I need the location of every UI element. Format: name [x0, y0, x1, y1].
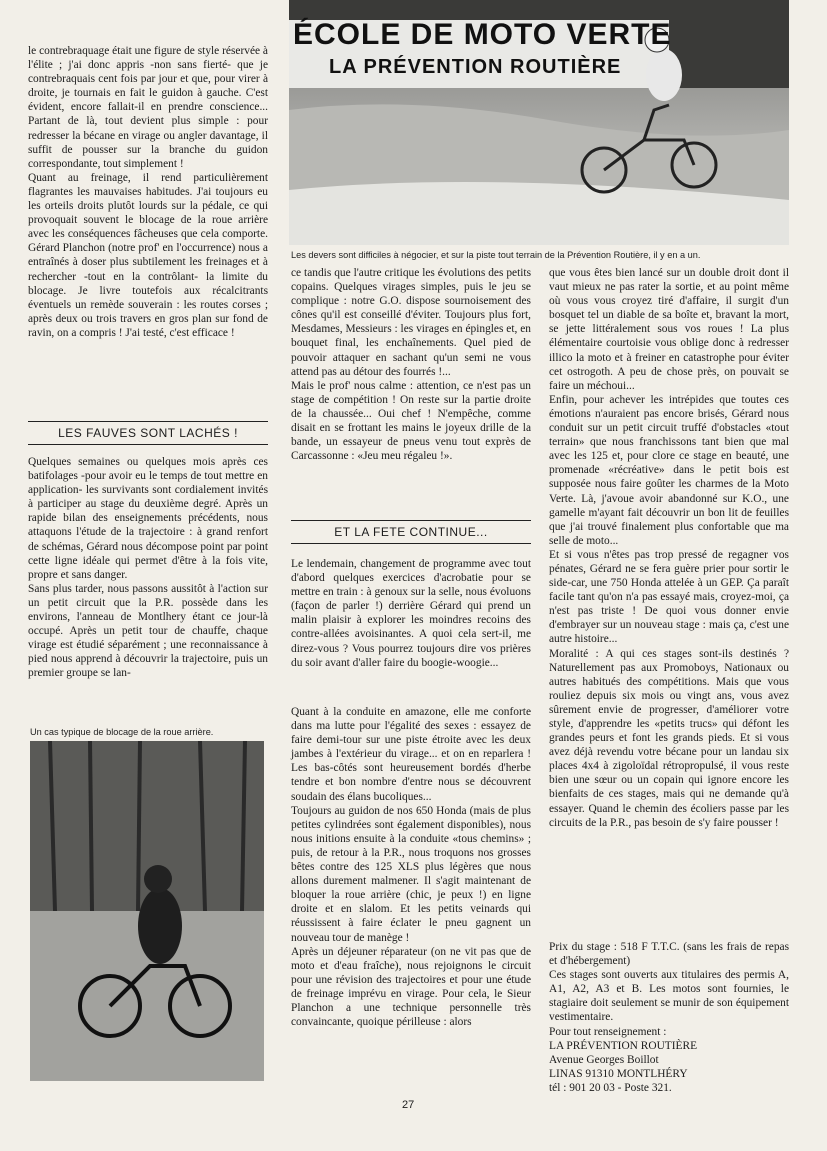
paragraph: Mais le prof' nous calme : attention, ce n'est pas un stage de compétition ! On reste sur la partie droite de la chaussée... Oui chef ! N'empêche, comme disait en se frottant les mains le joyeux drille de la bande, un essayeur de pneus venu tout exprès de Carcassonne : «Jeu meu régaleu !».	[291, 379, 531, 463]
paragraph: Quant au freinage, il rend particulièrement flagrantes les mauvaises habitudes. J'ai toujours eu les orteils droits plutôt lourds sur la pédale, ce qui provoquait souvent le blocage de la roue arrière avec les conséquences fâcheuses que cela comporte. Gérard Planchon (notre prof' en l'occurrence) nous a entraînés à doser plus subtilement les freinages et à rechercher -tout en la contrôlant- la limite du blocage. Je livre toutefois aux récalcitrants éventuels un remède souverain : les routes corses ; après deux ou trois travers en gros plan sur fond de ravin, on a compris ! J'ai testé, c'est efficace !	[28, 171, 268, 339]
paragraph: que vous êtes bien lancé sur un double droit dont il vaut mieux ne pas rater la sortie, et au point même où vous vous croyez tiré d'affaire, il surgit d'un bosquet tel un diable de sa boîte et, bravant la mort, se jette littéralement sous vos roues ! La plus élémentaire courtoisie vous oblige donc à redresser illico la moto et à freiner en catastrophe pour éviter cet ostrogoth. A peu de chose près, on pouvait se faire un méchoui...	[549, 267, 789, 392]
paragraph: Sans plus tarder, nous passons aussitôt à l'action sur un petit circuit que la P.R. possède dans les environs, l'anneau de Montlhery étant ce jour-là occupé. Après un petit tour de chauffe, chaque virage est étudié séparément ; une reconnaissance à pied nous apprend à découvrir la trajectoire, puis un premier groupe se lan-	[28, 582, 268, 680]
article-column-1	[28, 44, 268, 340]
article-column-3	[549, 266, 789, 830]
photo-caption-top: Les devers sont difficiles à négocier, et sur la piste tout terrain de la Prévention Routière, il y en a un.	[291, 250, 701, 260]
section-heading-fete: ET LA FETE CONTINUE...	[291, 520, 531, 544]
paragraph: Le lendemain, changement de programme avec tout d'abord quelques exercices d'acrobatie pour se mettre en train : à genoux sur la selle, nous évoluons (façon de parler !) derrière Gérard qui prend un malin plaisir à explorer les moindres recoins des contre-allées avoisinantes. A quoi cela sert-il, me direz-vous ? Vous pourrez toujours dire vos prières du soir avant d'aller faire du boogie-woogie...	[291, 558, 531, 669]
banner-line-2: LA PRÉVENTION ROUTIÈRE	[329, 56, 622, 78]
motocross-banner-photo	[289, 0, 789, 245]
article-column-2	[291, 266, 531, 463]
contact-address-1: Avenue Georges Boillot	[549, 1053, 659, 1066]
banner-line-1: ÉCOLE DE MOTO VERTE	[293, 18, 672, 51]
eligibility-info: Ces stages sont ouverts aux titulaires des permis A, A1, A2, A3 et B. Les motos sont fournies, le stagiaire doit seulement se munir de son équipement vestimentaire.	[549, 969, 789, 1024]
contact-intro: Pour tout renseignement :	[549, 1025, 667, 1038]
article-column-2-continued	[291, 557, 531, 670]
article-column-1-continued	[28, 455, 268, 681]
section-heading-fauves: LES FAUVES SONT LACHÉS !	[28, 421, 268, 445]
rider-braking-photo	[30, 741, 264, 1081]
practical-info	[549, 940, 789, 1095]
paragraph: le contrebraquage était une figure de style réservée à l'élite ; j'ai donc appris -non sans fierté- que je contrebraquais cent fois par jour et que, pour virer à droite, je tournais en fait le guidon à gauche. C'est évident, encore fallait-il en prendre conscience... Partant de là, tout devient plus simple : pour redresser la bécane en virage ou angler davantage, il suffit de pousser sur la branche du guidon correspondante, tout simplement !	[28, 45, 268, 170]
article-column-2-lower	[291, 705, 531, 1029]
paragraph: Après un déjeuner réparateur (on ne vit pas que de moto et d'eau fraîche), nous rejoignons le circuit pour une révision des trajectoires et pour une étude de freinage imprévu en virage. Pour cela, le Sieur Planchon a une technique personnelle très convaincante, quoique périlleuse : alors	[291, 945, 531, 1029]
paragraph: Moralité : A qui ces stages sont-ils destinés ? Naturellement pas aux Promoboys, Nationaux ou autres habitués des compétitions. Mais que vous rouliez depuis six mois ou vingt ans, vous avez sûrement envie de progresser, d'améliorer votre style, d'apprendre les «petits trucs» qui défont les grandes peurs et font les grands pieds. Et si vous avez déjà revendu votre bécane pour un landau six places 4x4 à zigoloïdal rétropropulsé, il vous reste bien une sœur ou un copain qui ignore encore les bienfaits de ces stages, mais qui ne demande qu'à essayer. Quand le chemin des écoliers passe par les circuits de la P.R., pas besoin de s'y faire pousser !	[549, 647, 789, 829]
paragraph: Quant à la conduite en amazone, elle me conforte dans ma lutte pour l'égalité des sexes : essayez de faire demi-tour sur une piste étroite avec les deux jambes à l'extérieur du virage... et on en reparlera ! Les bas-côtés sont heureusement bordés d'herbe tendre et bon nombre d'entre nous se découvrent soudain des élans bucoliques...	[291, 706, 531, 803]
contact-phone: tél : 901 20 03 - Poste 321.	[549, 1081, 672, 1094]
paragraph: Enfin, pour achever les intrépides que toutes ces émotions n'auraient pas encore brisés, Gérard nous conduit sur un petit circuit truffé d'obstacles «tout terrain» que nous franchissons tant bien que mal avec les 125 et, pour clore ce stage en beauté, une promenade «récréative» dans le petit bois est supposée nous faire goûter les charmes de la Moto Verte. Là, j'avoue avoir abandonné sur K.O., une gamelle m'ayant fait découvrir un bon lit de feuilles que j'ai trouvé finalement plus confortable que ma selle de moto...	[549, 393, 789, 547]
paragraph: Quelques semaines ou quelques mois après ces batifolages -pour avoir eu le temps de tout mettre en application- les survivants sont cordialement invités à participer au stage du deuxième degré. Après un rapide bilan des enseignements précédents, nous attaquons l'étude de la trajectoire : à grand renfort de schémas, Gérard nous décompose point par point cette ligne idéale qui permet d'être à la fois vite, propre et sans danger.	[28, 456, 268, 581]
contact-address-2: LINAS 91310 MONTLHÉRY	[549, 1067, 688, 1080]
photo-caption-bottom: Un cas typique de blocage de la roue arrière.	[30, 727, 214, 737]
paragraph: Et si vous n'êtes pas trop pressé de regagner vos pénates, Gérard ne se fera guère prier pour sortir le side-car, une 750 Honda attelée à un GEP. Ça paraît facile tant qu'on n'a pas essayé mais, croyez-moi, ça n'est pas triste ! De quoi vous donner envie d'embrayer sur un nouveau stage : mais ça, c'est une autre histoire...	[549, 548, 789, 646]
contact-org: LA PRÉVENTION ROUTIÈRE	[549, 1039, 698, 1052]
paragraph: ce tandis que l'autre critique les évolutions des petits copains. Quelques virages simples, puis le jeu se complique : notre G.O. dispose sournoisement des cônes qu'il est conseillé d'éviter. Toujours plus fort, Mesdames, Messieurs : les virages en épingles et, en bouquet final, les enchaînements. Quel pied de pouvoir attaquer en sachant qu'un semi ne vous attend pas au détour des fourrés !...	[291, 267, 531, 378]
page-number: 27	[402, 1099, 415, 1111]
paragraph: Toujours au guidon de nos 650 Honda (mais de plus petites cylindrées sont également disponibles), nous nous initions ensuite à la conduite «tous chemins» ; puis, de retour à la P.R., nous troquons nos grosses bêtes contre des 125 XLS plus légères que nous allons durement malmener. Il s'agit maintenant de bloquer la roue arrière (chic, je peux !) en ligne droite et en slalom. Et les petits veinards qui réussissent à faire éclater le pneu gagnent un nouveau tour de manège !	[291, 804, 531, 944]
price-info: Prix du stage : 518 F T.T.C. (sans les frais de repas et d'hébergement)	[549, 941, 789, 968]
